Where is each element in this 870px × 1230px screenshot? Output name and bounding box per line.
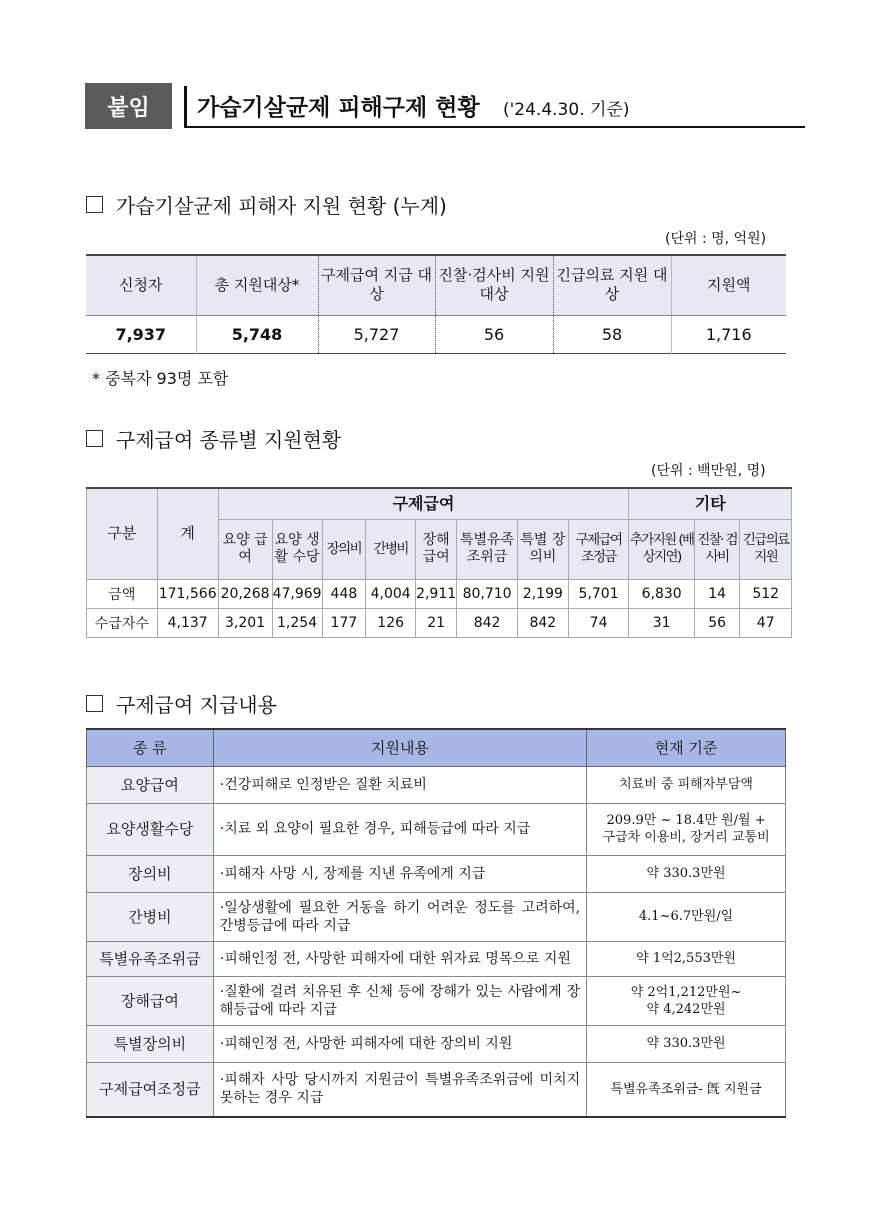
header-underline	[184, 126, 805, 128]
table-row	[86, 315, 786, 353]
table-cell: 842	[517, 608, 568, 637]
section2-unit: (단위 : 백만원, 명)	[651, 463, 766, 479]
row-type: 요양급여	[87, 766, 214, 803]
row-content: ·치료 외 요양이 필요한 경우, 피해등급에 따라 지급	[213, 803, 586, 855]
table-row	[87, 579, 792, 608]
page-subtitle: ('24.4.30. 기준)	[503, 100, 630, 120]
table-row	[87, 766, 786, 803]
cell-support-amount: 1,716	[671, 315, 786, 353]
table-cell: 14	[694, 579, 739, 608]
col-nursing-cost: 간병비	[366, 519, 416, 579]
row-standard: 약 1억2,553만원	[587, 941, 786, 976]
table-cell: 47	[740, 608, 792, 637]
row-type: 특별유족조위금	[87, 941, 214, 976]
table-cell: 74	[568, 608, 629, 637]
col-support-amount: 지원액	[671, 255, 786, 315]
group-relief: 구제급여	[218, 488, 629, 519]
section1-heading	[86, 190, 447, 219]
row-content: ·일상생활에 필요한 거동을 하기 어려운 정도를 고려하여, 간병등급에 따라 지급	[213, 892, 586, 941]
col-funeral-cost: 장의비	[322, 519, 366, 579]
row-label: 금액	[87, 579, 158, 608]
cell-emergency-eligible: 58	[553, 315, 671, 353]
table-cell: 21	[416, 608, 457, 637]
table-cell: 2,911	[416, 579, 457, 608]
col-additional-support: 추가지원 (배상지연)	[629, 519, 695, 579]
section3-heading-text: 구제급여 지급내용	[116, 693, 277, 717]
relief-type-table	[86, 487, 792, 638]
row-content: ·건강피해로 인정받은 질환 치료비	[213, 766, 586, 803]
table-cell: 20,268	[218, 579, 272, 608]
row-type: 장의비	[87, 855, 214, 892]
checkbox-icon	[86, 695, 103, 712]
row-standard: 약 330.3만원	[587, 855, 786, 892]
col-disability-benefit: 장해 급여	[416, 519, 457, 579]
col-total: 계	[157, 488, 218, 579]
col-relief-eligible: 구제급여 지급 대상	[318, 255, 435, 315]
col-relief-adjustment: 구제급여 조정금	[568, 519, 629, 579]
row-type: 요양생활수당	[87, 803, 214, 855]
table-header-row	[87, 729, 786, 766]
table-row	[87, 941, 786, 976]
row-standard: 4.1~6.7만원/일	[587, 892, 786, 941]
col-content: 지원내용	[213, 729, 586, 766]
col-special-condolence: 특별유족 조위금	[457, 519, 518, 579]
col-total-eligible: 총 지원대상*	[196, 255, 318, 315]
table-cell: 171,566	[157, 579, 218, 608]
page-title: 가습기살균제 피해구제 현황	[197, 95, 480, 121]
section2-heading	[86, 424, 341, 453]
cell-exam-eligible: 56	[435, 315, 553, 353]
section2-heading-text: 구제급여 종류별 지원현황	[116, 428, 342, 452]
row-standard: 약 2억1,212만원~ 약 4,242만원	[587, 976, 786, 1025]
col-type: 종 류	[87, 729, 214, 766]
checkbox-icon	[86, 196, 103, 213]
row-content: ·피해자 사망 당시까지 지원금이 특별유족조위금에 미치지 못하는 경우 지급	[213, 1062, 586, 1117]
table-row	[87, 608, 792, 637]
cell-total-eligible: 5,748	[196, 315, 318, 353]
table-cell: 47,969	[272, 579, 322, 608]
col-care-allowance: 요양 생활 수당	[272, 519, 322, 579]
table-cell: 126	[366, 608, 416, 637]
table-cell: 842	[457, 608, 518, 637]
table-cell: 2,199	[517, 579, 568, 608]
page-header	[85, 83, 805, 129]
table-cell: 80,710	[457, 579, 518, 608]
checkbox-icon	[86, 430, 103, 447]
section1-heading-text: 가습기살균제 피해자 지원 현황 (누계)	[116, 194, 447, 218]
col-emergency-medical: 긴급의료 지원	[740, 519, 792, 579]
col-exam-cost: 진찰· 검사비	[694, 519, 739, 579]
table-cell: 512	[740, 579, 792, 608]
table-row	[87, 1025, 786, 1062]
row-standard: 약 330.3만원	[587, 1025, 786, 1062]
cell-relief-eligible: 5,727	[318, 315, 435, 353]
col-emergency-eligible: 긴급의료 지원 대상	[553, 255, 671, 315]
relief-payment-table	[86, 728, 786, 1118]
col-standard: 현재 기준	[587, 729, 786, 766]
col-applicants: 신청자	[86, 255, 196, 315]
row-standard: 209.9만 ~ 18.4만 원/월 + 구급차 이용비, 장거리 교통비	[587, 803, 786, 855]
cell-applicants: 7,937	[115, 324, 167, 344]
table-row	[87, 892, 786, 941]
row-type: 장해급여	[87, 976, 214, 1025]
row-type: 특별장의비	[87, 1025, 214, 1062]
col-special-funeral: 특별 장의비	[517, 519, 568, 579]
row-label: 수급자수	[87, 608, 158, 637]
col-exam-eligible: 진찰·검사비 지원 대상	[435, 255, 553, 315]
table-header-row	[86, 255, 786, 315]
support-summary-table	[86, 254, 786, 354]
row-content: ·질환에 걸려 치유된 후 신체 등에 장해가 있는 사람에게 장해등급에 따라 지급	[213, 976, 586, 1025]
table-cell: 4,004	[366, 579, 416, 608]
table-cell: 6,830	[629, 579, 695, 608]
table-cell: 4,137	[157, 608, 218, 637]
header-divider	[184, 86, 187, 126]
table-row	[87, 1062, 786, 1117]
section1-unit: (단위 : 명, 억원)	[665, 231, 767, 247]
row-standard: 특별유족조위금- 旣 지원금	[587, 1062, 786, 1117]
table-cell: 448	[322, 579, 366, 608]
table-cell: 56	[694, 608, 739, 637]
table-row	[87, 976, 786, 1025]
col-medical-benefit: 요양 급여	[218, 519, 272, 579]
table-cell: 31	[629, 608, 695, 637]
group-other: 기타	[629, 488, 792, 519]
table-cell: 3,201	[218, 608, 272, 637]
table-row	[87, 855, 786, 892]
table-row	[87, 803, 786, 855]
table-header-row	[87, 488, 792, 519]
row-type: 구제급여조정금	[87, 1062, 214, 1117]
attachment-badge: 붙임	[85, 83, 172, 129]
table-cell: 5,701	[568, 579, 629, 608]
row-standard: 치료비 중 피해자부담액	[587, 766, 786, 803]
row-content: ·피해자 사망 시, 장제를 지낸 유족에게 지급	[213, 855, 586, 892]
col-category: 구분	[87, 488, 158, 579]
table-cell: 1,254	[272, 608, 322, 637]
section3-heading	[86, 689, 277, 718]
row-content: ·피해인정 전, 사망한 피해자에 대한 장의비 지원	[213, 1025, 586, 1062]
row-type: 간병비	[87, 892, 214, 941]
footnote: * 중복자 93명 포함	[92, 369, 229, 388]
row-content: ·피해인정 전, 사망한 피해자에 대한 위자료 명목으로 지원	[213, 941, 586, 976]
table-cell: 177	[322, 608, 366, 637]
